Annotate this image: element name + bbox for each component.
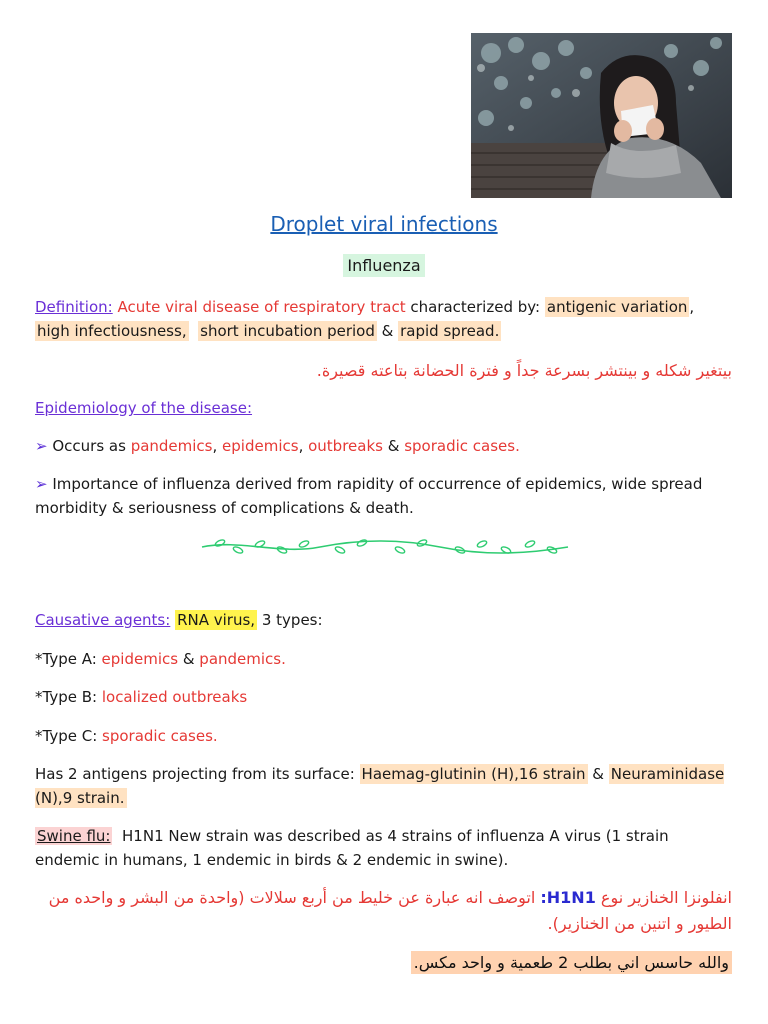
highlight-antigenic-variation: antigenic variation: [546, 298, 688, 316]
swine-ar-text: اتوصف انه عبارة عن خليط من أربع سلالات (واحدة من البشر و واحده من الطيور و اتنين من الخنازير).: [48, 888, 732, 933]
definition-label: Definition:: [35, 298, 113, 316]
header-photo: [471, 33, 732, 198]
bullet1-sporadic: sporadic cases.: [404, 437, 520, 455]
woman-sneezing-image: [471, 33, 732, 198]
antigens-amp: &: [587, 765, 609, 783]
definition-arabic: بيتغير شكله و بينتشر بسرعة جداً و فترة الحضانة بتاعته قصيرة.: [316, 361, 732, 380]
swine-flu-text: H1N1 New strain was described as 4 strains of influenza A virus (1 strain endemic in humans, 1 endemic in birds & 2 endemic in swine).: [35, 827, 674, 869]
type-a-prefix: *Type A:: [35, 650, 102, 668]
type-b-line: [35, 685, 735, 709]
bullet1-prefix: Occurs as: [47, 437, 131, 455]
definition-red-text: Acute viral disease of respiratory tract: [112, 298, 406, 316]
swine-ar-h1n1: H1N1:: [540, 888, 596, 907]
type-c-prefix: *Type C:: [35, 727, 103, 745]
vine-divider-icon: [200, 535, 570, 559]
definition-sep1: ,: [689, 298, 695, 316]
bullet2-text: Importance of influenza derived from rapidity of occurrence of epidemics, wide spread morbidity & seriousness of complications & death.: [35, 475, 703, 517]
subtitle-container: [0, 254, 768, 277]
definition-paragraph: [35, 295, 735, 343]
definition-text: characterized by:: [405, 298, 545, 316]
causative-agents-line: [35, 608, 735, 632]
definition-sep3: &: [376, 322, 399, 340]
highlight-high-infectiousness: high infectiousness,: [37, 322, 187, 340]
epidemiology-bullet-1: [35, 434, 735, 458]
definition-sep2: [189, 322, 199, 340]
subtitle-influenza: Influenza: [343, 254, 424, 277]
highlight-rna-virus: RNA virus,: [177, 611, 256, 629]
closing-arabic-line: [35, 950, 732, 976]
arrow-bullet-icon: ➢: [35, 437, 48, 455]
bullet1-amp: &: [382, 437, 405, 455]
highlight-short-incubation: short incubation period: [200, 322, 375, 340]
highlight-rapid-spread: rapid spread.: [400, 322, 500, 340]
epidemiology-bullet-2: [35, 472, 735, 520]
epidemiology-label: Epidemiology of the disease:: [35, 399, 253, 417]
swine-flu-arabic: [35, 885, 732, 937]
epidemiology-heading: [35, 396, 735, 420]
highlight-haemagglutinin: Haemag-glutinin (H),16 strain: [361, 765, 586, 783]
bullet1-outbreaks: outbreaks: [308, 437, 383, 455]
type-a-epidemics: epidemics: [101, 650, 179, 668]
type-a-pandemics: pandemics.: [199, 650, 286, 668]
bullet1-epidemics: epidemics: [222, 437, 299, 455]
type-a-line: [35, 647, 735, 671]
causative-label: Causative agents:: [35, 611, 171, 629]
closing-arabic-text: والله حاسس اني بطلب 2 طعمية و واحد مكس.: [411, 951, 732, 974]
bullet1-pandemics: pandemics: [130, 437, 213, 455]
bullet1-comma1: ,: [212, 437, 223, 455]
type-c-line: [35, 724, 735, 748]
page-title: Droplet viral infections: [270, 212, 498, 236]
swine-flu-label: Swine flu:: [37, 827, 111, 845]
highlight-neuraminidase: Neuraminidase (N),9 strain.: [35, 765, 725, 807]
causative-text: 3 types:: [257, 611, 323, 629]
arrow-bullet-icon: ➢: [35, 475, 48, 493]
type-c-sporadic: sporadic cases.: [102, 727, 218, 745]
type-b-outbreaks: localized outbreaks: [101, 688, 248, 706]
swine-ar-prefix: انفلونزا الخنازير نوع: [595, 888, 732, 907]
type-a-amp: &: [178, 650, 200, 668]
antigens-text: Has 2 antigens projecting from its surface:: [35, 765, 360, 783]
antigens-paragraph: [35, 762, 735, 810]
swine-flu-paragraph: [35, 824, 735, 872]
bullet1-comma2: ,: [298, 437, 309, 455]
type-b-prefix: *Type B:: [35, 688, 102, 706]
